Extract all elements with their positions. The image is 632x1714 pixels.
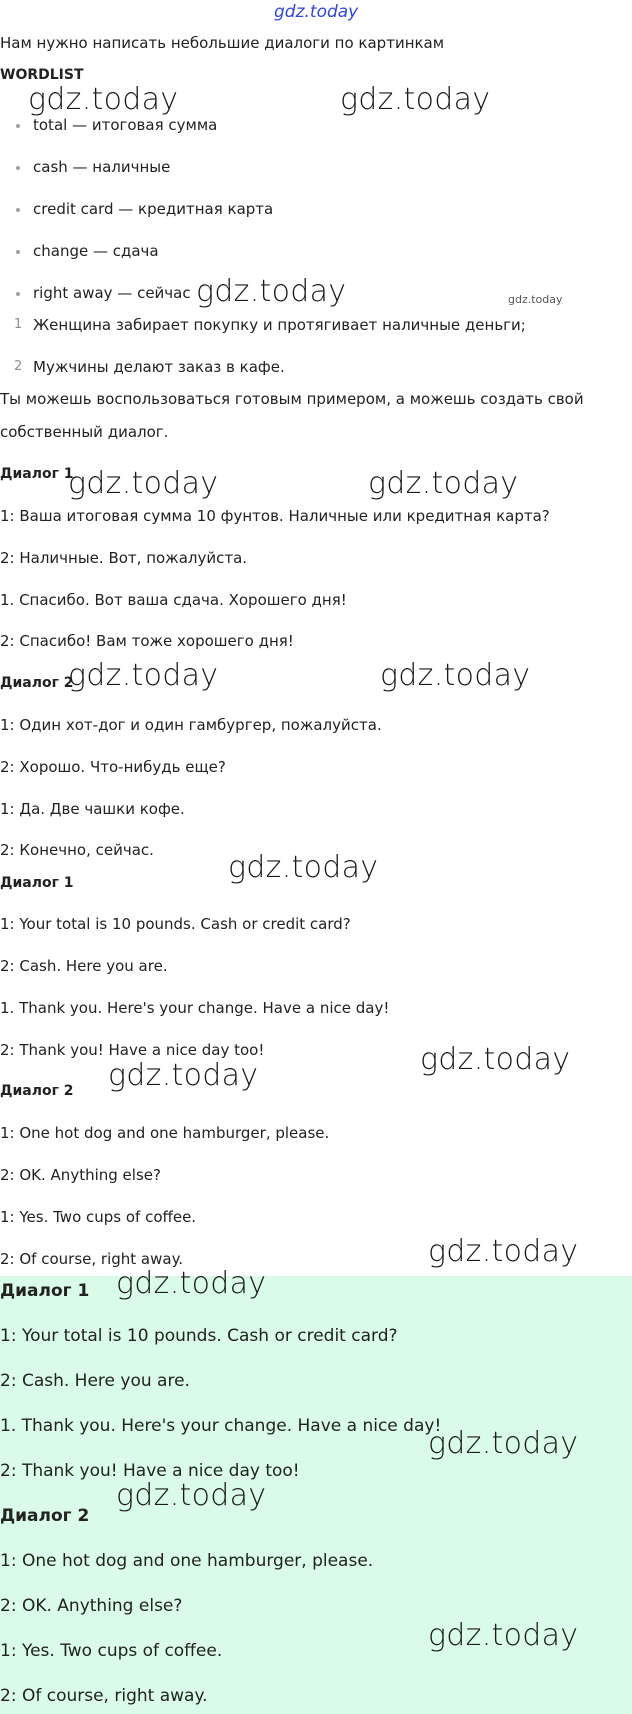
picture-number: 2: [14, 359, 23, 374]
dialog-line: 2: Конечно, сейчас.: [0, 841, 154, 859]
dialog-title: Диалог 1: [0, 466, 74, 482]
note-line: Ты можешь воспользоваться готовым примером, а можешь создать свой: [0, 390, 584, 408]
watermark: gdz.today: [196, 274, 347, 309]
dialog-title: Диалог 1: [0, 875, 74, 891]
answer-dialog-title: Диалог 1: [0, 1281, 90, 1301]
dialog-line: 1: Yes. Two cups of coffee.: [0, 1208, 197, 1226]
answer-dialog-line: 2: Of course, right away.: [0, 1686, 208, 1706]
bullet-icon: [16, 124, 20, 128]
dialog-line: 1: Да. Две чашки кофе.: [0, 800, 185, 818]
picture-description: Женщина забирает покупку и протягивает наличные деньги;: [33, 316, 526, 334]
note-line: собственный диалог.: [0, 423, 169, 441]
dialog-line: 1: Your total is 10 pounds. Cash or credit card?: [0, 915, 351, 933]
answer-dialog-line: 1: Your total is 10 pounds. Cash or credit card?: [0, 1326, 398, 1346]
answer-dialog-title: Диалог 2: [0, 1506, 90, 1526]
dialog-line: 2: Of course, right away.: [0, 1250, 184, 1268]
watermark: gdz.today: [68, 466, 219, 501]
dialog-line: 1. Thank you. Here's your change. Have a nice day!: [0, 999, 390, 1017]
dialog-line: 2: Thank you! Have a nice day too!: [0, 1041, 265, 1059]
watermark-small: gdz.today: [508, 293, 563, 306]
answer-dialog-line: 1: One hot dog and one hamburger, please.: [0, 1551, 374, 1571]
answer-dialog-line: 2: Cash. Here you are.: [0, 1371, 190, 1391]
picture-number: 1: [14, 317, 23, 332]
intro-text: Нам нужно написать небольшие диалоги по картинкам: [0, 34, 445, 52]
bullet-icon: [16, 166, 20, 170]
dialog-line: 1: One hot dog and one hamburger, please.: [0, 1124, 330, 1142]
watermark: gdz.today: [368, 466, 519, 501]
answer-dialog-line: 2: OK. Anything else?: [0, 1596, 183, 1616]
dialog-line: 2: Наличные. Вот, пожалуйста.: [0, 549, 248, 567]
answer-dialog-line: 1. Thank you. Here's your change. Have a nice day!: [0, 1416, 442, 1436]
bullet-icon: [16, 250, 20, 254]
answer-dialog-line: 2: Thank you! Have a nice day too!: [0, 1461, 300, 1481]
wordlist-item: credit card — кредитная карта: [33, 200, 274, 218]
watermark: gdz.today: [28, 82, 179, 117]
watermark: gdz.today: [116, 1266, 267, 1301]
watermark: gdz.today: [428, 1618, 579, 1653]
watermark: gdz.today: [380, 658, 531, 693]
watermark: gdz.today: [340, 82, 491, 117]
watermark: gdz.today: [228, 850, 379, 885]
wordlist-item: total — итоговая сумма: [33, 116, 218, 134]
dialog-title: Диалог 2: [0, 675, 74, 691]
wordlist-item: cash — наличные: [33, 158, 171, 176]
dialog-title: Диалог 2: [0, 1083, 74, 1099]
watermark: gdz.today: [108, 1058, 259, 1093]
dialog-line: 2: Cash. Here you are.: [0, 957, 168, 975]
bullet-icon: [16, 208, 20, 212]
watermark-top: gdz.today: [274, 2, 359, 22]
dialog-line: 1. Спасибо. Вот ваша сдача. Хорошего дня!: [0, 591, 347, 609]
dialog-line: 2: OK. Anything else?: [0, 1166, 161, 1184]
dialog-line: 2: Хорошо. Что-нибудь еще?: [0, 758, 226, 776]
watermark: gdz.today: [420, 1042, 571, 1077]
wordlist-title: WORDLIST: [0, 67, 84, 83]
dialog-line: 1: Один хот-дог и один гамбургер, пожалуйста.: [0, 716, 382, 734]
watermark: gdz.today: [116, 1478, 267, 1513]
wordlist-item: change — сдача: [33, 242, 159, 260]
dialog-line: 2: Спасибо! Вам тоже хорошего дня!: [0, 632, 294, 650]
bullet-icon: [16, 292, 20, 296]
dialog-line: 1: Ваша итоговая сумма 10 фунтов. Наличные или кредитная карта?: [0, 507, 550, 525]
watermark: gdz.today: [68, 658, 219, 693]
answer-dialog-line: 1: Yes. Two cups of coffee.: [0, 1641, 223, 1661]
wordlist-item: right away — сейчас: [33, 284, 191, 302]
watermark: gdz.today: [428, 1426, 579, 1461]
picture-description: Мужчины делают заказ в кафе.: [33, 358, 285, 376]
watermark: gdz.today: [428, 1234, 579, 1269]
